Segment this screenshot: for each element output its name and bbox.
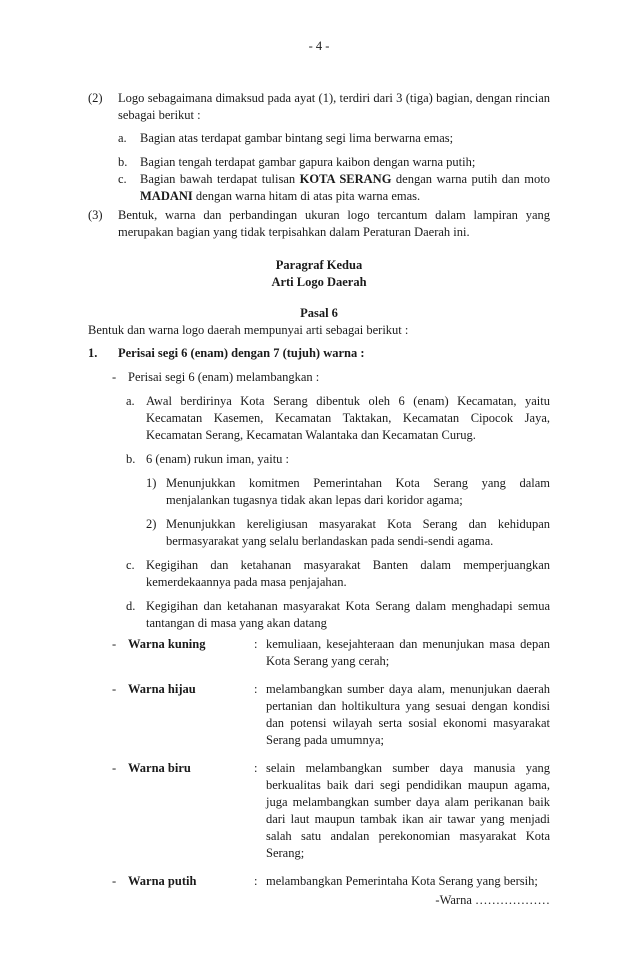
dash-mark: - bbox=[112, 682, 117, 696]
colon: : bbox=[254, 682, 258, 696]
ayat-text: Bentuk, warna dan perbandingan ukuran logo tercantum dalam lampiran yang merupakan bagian yang tidak terpisahkan dalam Peraturan Daerah ini. bbox=[118, 208, 550, 239]
list-text: Bagian atas terdapat gambar bintang segi lima berwarna emas; bbox=[140, 131, 454, 145]
text-run: dengan warna putih dan moto bbox=[391, 172, 550, 186]
dash-mark: - bbox=[112, 761, 117, 775]
section-subheading: Arti Logo Daerah bbox=[271, 275, 367, 289]
list-item bbox=[118, 171, 550, 205]
section-heading: Paragraf Kedua bbox=[275, 258, 363, 272]
intro-text: Bentuk dan warna logo daerah mempunyai arti sebagai berikut : bbox=[88, 323, 409, 337]
color-description: melambangkan Pemerintaha Kota Serang yang bersih; bbox=[266, 874, 538, 888]
list-label: d. bbox=[126, 599, 136, 613]
dash-mark: - bbox=[112, 370, 117, 384]
list-text: 6 (enam) rukun iman, yaitu : bbox=[146, 452, 290, 466]
meaning-item bbox=[126, 598, 550, 632]
document-body bbox=[88, 90, 550, 890]
list-text: Menunjukkan kereligiusan masyarakat Kota Serang dan kehidupan bermasyarakat yang selalu berlandaskan pada sendi-sendi agama. bbox=[166, 517, 550, 548]
meaning-item bbox=[126, 451, 550, 468]
section-number: 1. bbox=[88, 346, 98, 360]
color-name: Warna kuning bbox=[128, 637, 206, 651]
ayat-2 bbox=[88, 90, 550, 124]
ayat-text: Logo sebagaimana dimaksud pada ayat (1), terdiri dari 3 (tiga) bagian, dengan rincian sebagai berikut : bbox=[118, 91, 550, 122]
color-description: melambangkan sumber daya alam, menunjukan daerah pertanian dan holtikultura yang sesuai dengan kondisi dan potensi wilayah serta sosial ekonomi masyarakat Serang pada umumnya; bbox=[266, 682, 550, 747]
text-run: dengan warna hitam di atas pita warna emas. bbox=[192, 189, 421, 203]
colon: : bbox=[254, 637, 258, 651]
color-name: Warna putih bbox=[128, 874, 197, 888]
list-item bbox=[118, 130, 550, 147]
section-title: Perisai segi 6 (enam) dengan 7 (tujuh) warna : bbox=[118, 346, 365, 360]
bold-run: MADANI bbox=[140, 189, 193, 203]
ayat-number: (2) bbox=[88, 91, 103, 105]
colon: : bbox=[254, 874, 258, 888]
color-description: kemuliaan, kesejahteraan dan menunjukan masa depan Kota Serang yang cerah; bbox=[266, 637, 550, 668]
color-item-putih bbox=[112, 873, 550, 890]
list-text: Menunjukkan komitmen Pemerintahan Kota Serang yang dalam menjalankan tugasnya tidak akan lepas dari koridor agama; bbox=[166, 476, 550, 507]
dash-text: Perisai segi 6 (enam) melambangkan : bbox=[128, 370, 320, 384]
section-1 bbox=[88, 345, 550, 362]
pasal-heading: Pasal 6 bbox=[300, 306, 338, 320]
page-number: - 4 - bbox=[308, 39, 330, 53]
meaning-subitem bbox=[146, 516, 550, 550]
meaning-item bbox=[126, 393, 550, 444]
meaning-item bbox=[126, 557, 550, 591]
list-label: a. bbox=[126, 394, 135, 408]
colon: : bbox=[254, 761, 258, 775]
list-label: 1) bbox=[146, 476, 157, 490]
list-label: c. bbox=[126, 558, 135, 572]
page-continuation: -Warna ……………… bbox=[435, 893, 550, 907]
color-name: Warna hijau bbox=[128, 682, 196, 696]
list-label: a. bbox=[118, 131, 127, 145]
dash-mark: - bbox=[112, 874, 117, 888]
dash-mark: - bbox=[112, 637, 117, 651]
list-text: Awal berdirinya Kota Serang dibentuk oleh 6 (enam) Kecamatan, yaitu Kecamatan Kasemen, Kecamatan Taktakan, Kecamatan Cipocok Jaya, Kecamatan Serang, Kecamatan Walantaka dan Kecamatan Curug. bbox=[146, 394, 550, 442]
color-description: selain melambangkan sumber daya manusia yang berkualitas baik dari segi pendidikan maupun agama, juga melambangkan sumber daya alam perikanan baik dari laut maupun tambak ikan air tawar yang menjadi salah satu andalan perekonomian masyarakat Kota Serang; bbox=[266, 761, 550, 860]
color-item-kuning bbox=[112, 636, 550, 670]
list-text: Bagian tengah terdapat gambar gapura kaibon dengan warna putih; bbox=[140, 155, 476, 169]
ayat-number: (3) bbox=[88, 208, 103, 222]
list-text: Kegigihan dan ketahanan masyarakat Kota Serang dalam menghadapi semua tantangan di masa yang akan datang bbox=[146, 599, 550, 630]
bold-run: KOTA SERANG bbox=[299, 172, 392, 186]
list-label: b. bbox=[126, 452, 136, 466]
list-label: b. bbox=[118, 155, 128, 169]
list-text: Kegigihan dan ketahanan masyarakat Banten dalam memperjuangkan kemerdekaannya pada masa penjajahan. bbox=[146, 558, 550, 589]
color-item-biru bbox=[112, 760, 550, 862]
list-label: 2) bbox=[146, 517, 157, 531]
text-run: Bagian bawah terdapat tulisan bbox=[140, 172, 300, 186]
list-item bbox=[118, 154, 550, 171]
list-text bbox=[140, 171, 550, 205]
meaning-subitem bbox=[146, 475, 550, 509]
dash-item bbox=[112, 369, 550, 386]
ayat-3 bbox=[88, 207, 550, 241]
color-name: Warna biru bbox=[128, 761, 191, 775]
color-item-hijau bbox=[112, 681, 550, 749]
list-label: c. bbox=[118, 172, 127, 186]
